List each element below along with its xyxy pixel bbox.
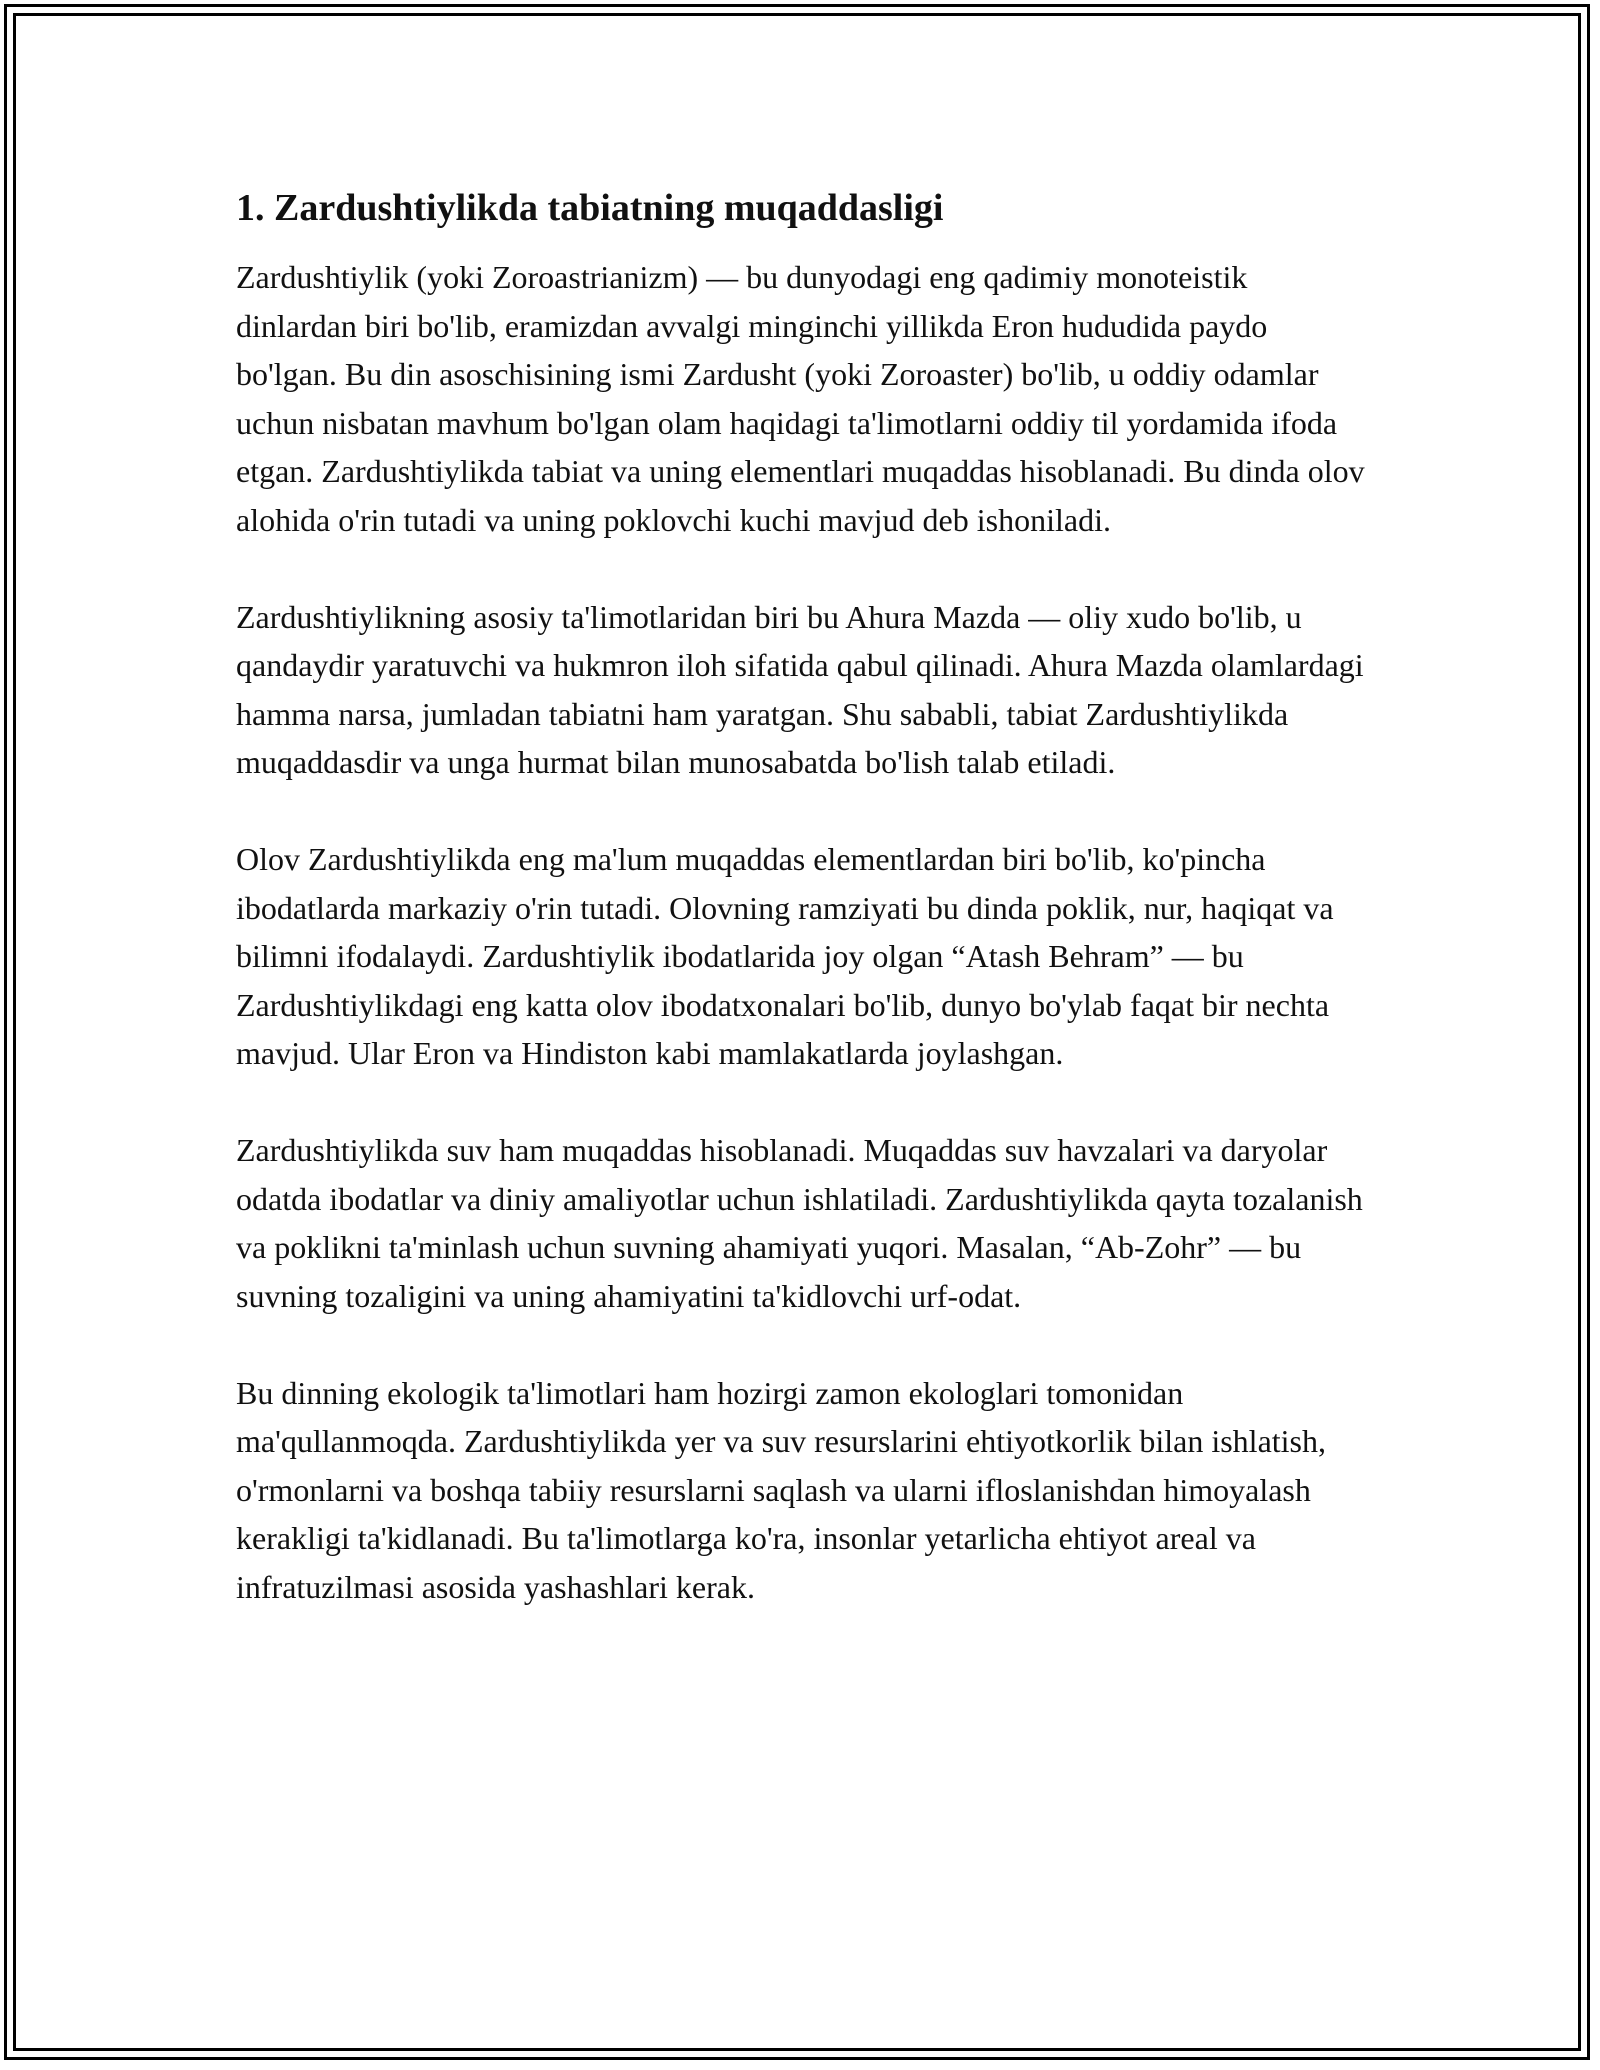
paragraph-ahura-mazda: Zardushtiylikning asosiy ta'limotlaridan biri bu Ahura Mazda — oliy xudo bo'lib, u qandaydir yaratuvchi va hukmron iloh sifatida qabul qilinadi. Ahura Mazda olamlardagi hamma narsa, jumladan tabiatni ham yaratgan. Shu sababli, tabiat Zardushtiylikda muqaddasdir va unga hurmat bilan munosabatda bo'lish talab etiladi.	[236, 598, 1364, 780]
paragraph-ecology: Bu dinning ekologik ta'limotlari ham hozirgi zamon ekologlari tomonidan ma'qullanmoqda. Zardushtiylikda yer va suv resurslarini ehtiyotkorlik bilan ishlatish, o'rmonlarni va boshqa tabiiy resurslarni saqlash va ularni ifloslanishdan himoyalash kerakligi ta'kidlanadi. Bu ta'limotlarga ko'ra, insonlar yetarlicha ehtiyot areal va infratuzilmasi asosida yashashlari kerak.	[236, 1374, 1326, 1605]
paragraph-intro: Zardushtiylik (yoki Zoroastrianizm) — bu dunyodagi eng qadimiy monoteistik dinlardan biri bo'lib, eramizdan avvalgi minginchi yillikda Eron hududida paydo bo'lgan. Bu din asoschisining ismi Zardusht (yoki Zoroaster) bo'lib, u oddiy odamlar uchun nisbatan mavhum bo'lgan olam haqidagi ta'limotlarni oddiy til yordamida ifoda etgan. Zardushtiylikda tabiat va uning elementlari muqaddas hisoblanadi. Bu dinda olov alohida o'rin tutadi va uning poklovchi kuchi mavjud deb ishoniladi.	[236, 259, 1365, 538]
paragraph-water: Zardushtiylikda suv ham muqaddas hisoblanadi. Muqaddas suv havzalari va daryolar odatda ibodatlar va diniy amaliyotlar uchun ishlatiladi. Zardushtiylikda qayta tozalanish va poklikni ta'minlash uchun suvning ahamiyati yuqori. Masalan, “Ab-Zohr” — bu suvning tozaligini va uning ahamiyatini ta'kidlovchi urf-odat.	[236, 1132, 1363, 1314]
document-body	[236, 185, 1366, 1660]
section-heading: 1. Zardushtiylikda tabiatning muqaddasligi	[236, 187, 944, 229]
paragraph-fire: Olov Zardushtiylikda eng ma'lum muqaddas elementlardan biri bo'lib, ko'pincha ibodatlarda markaziy o'rin tutadi. Olovning ramziyati bu dinda poklik, nur, haqiqat va bilimni ifodalaydi. Zardushtiylik ibodatlarida joy olgan “Atash Behram” — bu Zardushtiylikdagi eng katta olov ibodatxonalari bo'lib, dunyo bo'ylab faqat bir nechta mavjud. Ular Eron va Hindiston kabi mamlakatlarda joylashgan.	[236, 841, 1334, 1071]
